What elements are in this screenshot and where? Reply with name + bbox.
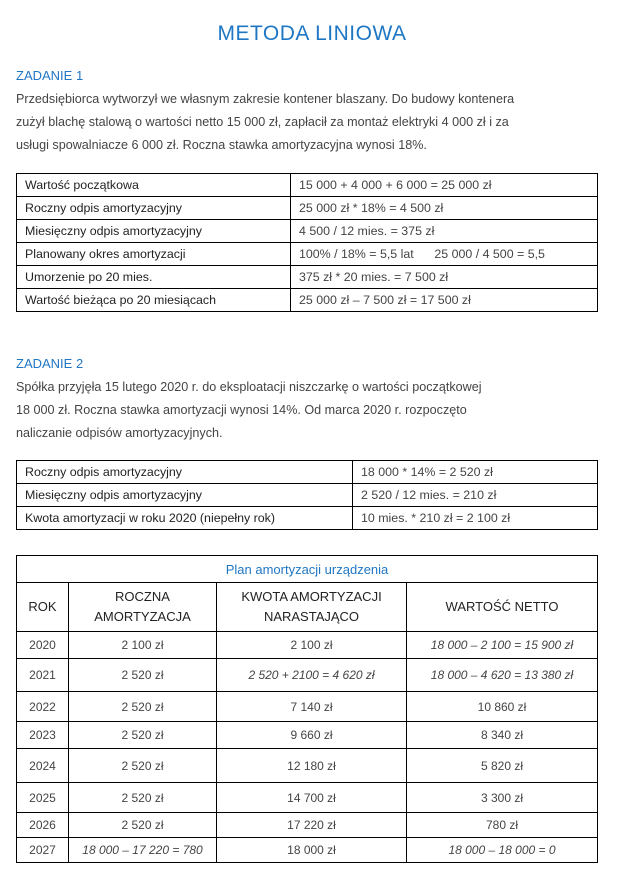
cell-cumulative: 12 180 zł [217, 749, 407, 783]
cell-cumulative: 2 100 zł [217, 632, 407, 659]
cell-cumulative: 7 140 zł [217, 692, 407, 722]
row-value: 375 zł * 20 mies. = 7 500 zł [291, 266, 598, 289]
cell-net: 18 000 – 4 620 = 13 380 zł [407, 659, 598, 692]
row-label: Kwota amortyzacji w roku 2020 (niepełny rok) [17, 507, 353, 530]
cell-annual: 2 520 zł [69, 783, 217, 813]
row-value: 25 000 zł – 7 500 zł = 17 500 zł [291, 289, 598, 312]
table-row [17, 722, 598, 749]
row-label: Wartość bieżąca po 20 miesiącach [17, 289, 291, 312]
task2-heading: ZADANIE 2 [16, 356, 84, 371]
row-value: 2 520 / 12 mies. = 210 zł [353, 484, 598, 507]
cell-net: 18 000 – 18 000 = 0 [407, 838, 598, 863]
column-header-net: WARTOŚĆ NETTO [407, 583, 598, 632]
task1-table [16, 173, 598, 312]
table-row [17, 838, 598, 863]
page-title: METODA LINIOWA [217, 22, 407, 45]
header-line: KWOTA AMORTYZACJI [241, 589, 382, 604]
table-row [17, 783, 598, 813]
table-header-row [17, 583, 598, 632]
cell-annual: 2 520 zł [69, 749, 217, 783]
table-row [17, 197, 598, 220]
row-label: Miesięczny odpis amortyzacyjny [17, 220, 291, 243]
table-row [17, 813, 598, 838]
cell-annual: 18 000 – 17 220 = 780 [69, 838, 217, 863]
header-line: ROCZNA [115, 589, 170, 604]
cell-net: 18 000 – 2 100 = 15 900 zł [407, 632, 598, 659]
cell-annual: 2 100 zł [69, 632, 217, 659]
table-row [17, 461, 598, 484]
task2-description [16, 376, 606, 445]
cell-year: 2023 [17, 722, 69, 749]
row-value: 4 500 / 12 mies. = 375 zł [291, 220, 598, 243]
table-row [17, 220, 598, 243]
header-line: AMORTYZACJA [94, 609, 191, 624]
table-row [17, 266, 598, 289]
row-label: Roczny odpis amortyzacyjny [17, 461, 353, 484]
cell-cumulative: 2 520 + 2100 = 4 620 zł [217, 659, 407, 692]
cell-cumulative: 17 220 zł [217, 813, 407, 838]
row-value: 15 000 + 4 000 + 6 000 = 25 000 zł [291, 174, 598, 197]
cell-net: 5 820 zł [407, 749, 598, 783]
row-label: Roczny odpis amortyzacyjny [17, 197, 291, 220]
header-line: NARASTAJĄCO [263, 609, 360, 624]
table-row [17, 692, 598, 722]
table-row [17, 507, 598, 530]
column-header-annual [69, 583, 217, 632]
table-row [17, 484, 598, 507]
cell-net: 10 860 zł [407, 692, 598, 722]
row-value: 10 mies. * 210 zł = 2 100 zł [353, 507, 598, 530]
cell-year: 2024 [17, 749, 69, 783]
row-label: Miesięczny odpis amortyzacyjny [17, 484, 353, 507]
table-row [17, 174, 598, 197]
table-row [17, 632, 598, 659]
cell-year: 2022 [17, 692, 69, 722]
cell-year: 2020 [17, 632, 69, 659]
cell-net: 8 340 zł [407, 722, 598, 749]
table-row [17, 243, 598, 266]
cell-cumulative: 14 700 zł [217, 783, 407, 813]
cell-annual: 2 520 zł [69, 692, 217, 722]
task2-line: Spółka przyjęła 15 lutego 2020 r. do eksploatacji niszczarkę o wartości początkowej [16, 380, 482, 394]
table-row [17, 289, 598, 312]
cell-annual: 2 520 zł [69, 659, 217, 692]
row-label: Wartość początkowa [17, 174, 291, 197]
task2-table [16, 460, 598, 530]
row-value: 100% / 18% = 5,5 lat 25 000 / 4 500 = 5,5 [291, 243, 598, 266]
table-row [17, 659, 598, 692]
task2-line: 18 000 zł. Roczna stawka amortyzacji wynosi 14%. Od marca 2020 r. rozpoczęto [16, 403, 467, 417]
cell-net: 780 zł [407, 813, 598, 838]
task2-line: naliczanie odpisów amortyzacyjnych. [16, 426, 223, 440]
row-value: 25 000 zł * 18% = 4 500 zł [291, 197, 598, 220]
task1-line: usługi spowalniacze 6 000 zł. Roczna stawka amortyzacyjna wynosi 18%. [16, 138, 427, 152]
task1-line: Przedsiębiorca wytworzył we własnym zakresie kontener blaszany. Do budowy kontenera [16, 92, 515, 106]
cell-year: 2025 [17, 783, 69, 813]
cell-annual: 2 520 zł [69, 813, 217, 838]
table-caption: Plan amortyzacji urządzenia [17, 556, 598, 583]
cell-year: 2026 [17, 813, 69, 838]
cell-annual: 2 520 zł [69, 722, 217, 749]
cell-year: 2021 [17, 659, 69, 692]
column-header-year: ROK [17, 583, 69, 632]
cell-cumulative: 18 000 zł [217, 838, 407, 863]
task1-line: zużył blachę stalową o wartości netto 15 000 zł, zapłacił za montaż elektryki 4 000 zł i za [16, 115, 509, 129]
depreciation-plan-table [16, 555, 598, 863]
row-label: Umorzenie po 20 mies. [17, 266, 291, 289]
task1-heading: ZADANIE 1 [16, 68, 84, 83]
table-caption-row [17, 556, 598, 583]
cell-net: 3 300 zł [407, 783, 598, 813]
column-header-cumulative [217, 583, 407, 632]
row-label: Planowany okres amortyzacji [17, 243, 291, 266]
task1-description [16, 88, 606, 157]
table-row [17, 749, 598, 783]
cell-year: 2027 [17, 838, 69, 863]
row-value: 18 000 * 14% = 2 520 zł [353, 461, 598, 484]
cell-cumulative: 9 660 zł [217, 722, 407, 749]
